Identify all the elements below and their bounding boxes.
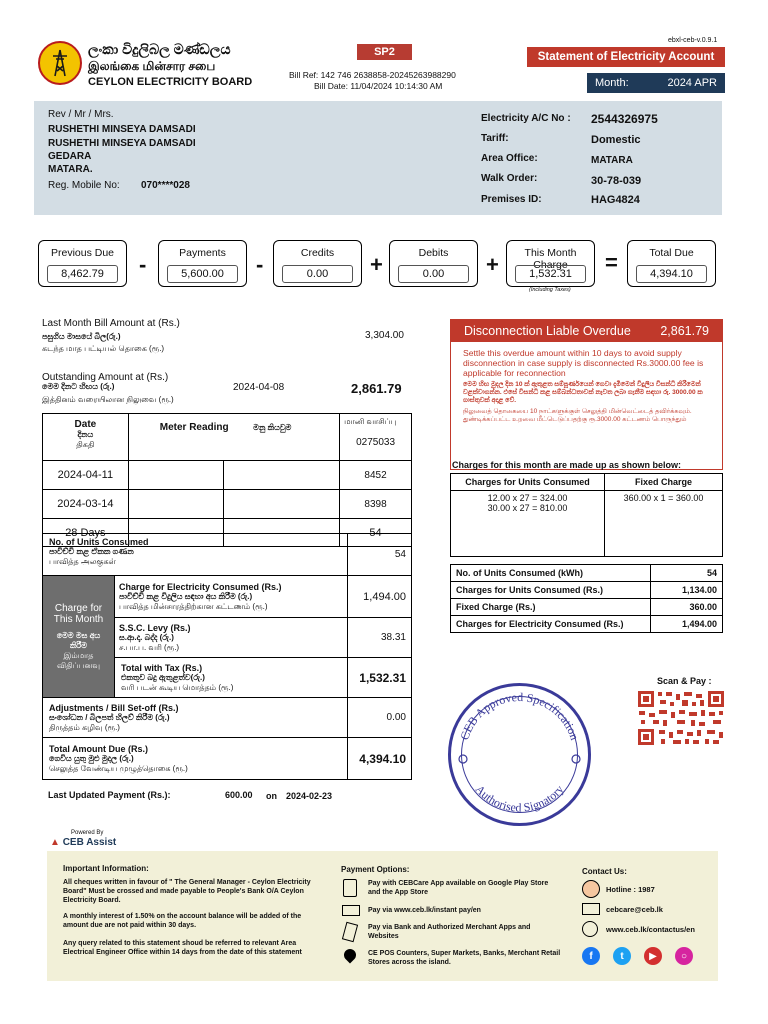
summary-value-2: 1,134.00 bbox=[651, 582, 723, 599]
area-value: MATARA bbox=[591, 155, 633, 166]
svg-text:CEB Approved Specification bbox=[457, 690, 582, 742]
org-name-sinhala: ලංකා විදුලිබල මණ්ඩලය bbox=[88, 41, 231, 57]
walk-label: Walk Order: bbox=[481, 173, 538, 184]
disconnection-text bbox=[451, 342, 722, 430]
mobile-value: 070****028 bbox=[141, 180, 190, 191]
fixed-line: 360.00 x 1 = 360.00 bbox=[623, 493, 704, 503]
mobile-label: Reg. Mobile No: bbox=[48, 180, 120, 191]
payments-box bbox=[158, 240, 247, 287]
unit-line-2: 30.00 x 27 = 810.00 bbox=[487, 503, 568, 513]
walk-value: 30-78-039 bbox=[591, 175, 642, 187]
outstanding-value: 2,861.79 bbox=[351, 381, 402, 396]
empty-cell bbox=[128, 490, 224, 519]
pylon-icon bbox=[44, 47, 76, 79]
stamp-text bbox=[448, 683, 591, 826]
web-pay-icon bbox=[342, 905, 360, 916]
payment-4: CE POS Counters, Super Markets, Banks, Merchant Retail Stores across the island. bbox=[368, 950, 561, 966]
stamp-bottom-text: Authorised Signatory bbox=[472, 782, 567, 815]
units-col-header: Charges for Units Consumed bbox=[451, 474, 605, 491]
area-label: Area Office: bbox=[481, 153, 538, 164]
disconnection-text-ta: நிலுவைத் தொகையை 10 நாட்களுக்குள் செலுத்தி மின்வெட்டைத் தவிர்க்கவும். துண்டிக்கப்பட்ட உறவை மீட்டெடுப்பதற்கு ரூ.3000.00 கட்டணம் பொருந்தும் bbox=[463, 408, 692, 423]
important-2: A monthly interest of 1.50% on the account balance will be added of the amount due are not paid within 30 days. bbox=[63, 913, 302, 929]
ssc-label-si: ස.ආ.දා. බද්ද (රු.) bbox=[119, 632, 174, 642]
disconnection-amount: 2,861.79 bbox=[660, 324, 709, 338]
side-en-1: Charge for bbox=[54, 602, 103, 614]
summary-value-4: 1,494.00 bbox=[651, 616, 723, 633]
consumed-label-si: පාවිච්චි කළ විදුලිය සඳහා අය කිරීම (රු.) bbox=[119, 591, 253, 601]
side-si-2: කිරීම bbox=[69, 640, 88, 650]
credits-value: 0.00 bbox=[282, 265, 353, 283]
svg-text:Authorised Signatory bbox=[473, 782, 567, 814]
total-value: 4,394.10 bbox=[348, 738, 412, 780]
empty-cell bbox=[224, 461, 340, 490]
side-en-2: This Month bbox=[53, 613, 104, 625]
payment-title: Payment Options: bbox=[341, 865, 410, 874]
adjust-label-en: Adjustments / Bill Set-off (Rs.) bbox=[49, 702, 179, 713]
date-header-ta: திகதி bbox=[76, 440, 95, 449]
previous-due-label: Previous Due bbox=[50, 247, 115, 259]
hotline[interactable]: Hotline : 1987 bbox=[606, 885, 655, 894]
instagram-icon[interactable]: ○ bbox=[675, 947, 693, 965]
charges-table bbox=[42, 533, 412, 780]
this-month-box bbox=[506, 240, 595, 287]
total-cell bbox=[43, 738, 348, 780]
meter-date-header bbox=[43, 414, 129, 461]
units-label-ta: பாவித்த அலகுகள் bbox=[49, 557, 116, 566]
account-value: 2544326975 bbox=[591, 112, 658, 126]
reading-date-2: 2024-03-14 bbox=[43, 490, 129, 519]
website[interactable]: www.ceb.lk/contactus/en bbox=[606, 925, 695, 934]
ssc-cell bbox=[115, 618, 348, 658]
total-due-label: Total Due bbox=[649, 247, 694, 259]
meter-number: 0275033 bbox=[356, 437, 396, 448]
summary-label-2: Charges for Units Consumed (Rs.) bbox=[451, 582, 651, 599]
days-label: 28 Days bbox=[43, 519, 129, 547]
days-units: 54 bbox=[340, 519, 412, 547]
consumed-cell bbox=[115, 576, 348, 618]
approval-stamp bbox=[448, 683, 591, 826]
customer-name-2: RUSHETHI MINSEYA DAMSADI bbox=[48, 138, 196, 149]
unit-line-1: 12.00 x 27 = 324.00 bbox=[487, 493, 568, 503]
ceb-assist-brand bbox=[50, 837, 116, 848]
fixed-col-header: Fixed Charge bbox=[605, 474, 723, 491]
last-payment-on: on bbox=[266, 791, 277, 801]
units-label-si: පාවිච්චි කළ ඒකක ගණන bbox=[49, 547, 134, 556]
scan-pay-label: Scan & Pay : bbox=[657, 676, 712, 686]
ssc-label-en: S.S.C. Levy (Rs.) bbox=[119, 622, 191, 633]
tariff-value: Domestic bbox=[591, 134, 641, 146]
summary-label-1: No. of Units Consumed (kWh) bbox=[451, 565, 651, 582]
disconnection-text-si: මෙම හිඟ මුදල දින 10 ක් ඇතුළත සම්පූර්ණයෙන් ගෙවා දැමීමෙන් විදුලිය විසන්ධි කිරීමෙන් වළක්වාගන්න. එසේ විසන්ධි කළ සම්බන්ධතාවක් නැවත ලබා ගැනීම සඳහා රු. 3000.00 ක ගාස්තුවක් අදාළ වේ. bbox=[463, 381, 703, 404]
ceb-logo bbox=[38, 41, 82, 85]
reading-value-1: 8452 bbox=[340, 461, 412, 490]
units-col-body bbox=[451, 491, 605, 557]
meter-reading-header bbox=[128, 414, 339, 461]
adjust-cell bbox=[43, 698, 348, 738]
tax-label-si: එකතුව බදු ඇතුළත්ව(රු.) bbox=[121, 672, 205, 682]
adjust-label-si: සංශෝධන / බිලපත් හිලව් කිරීම (රු.) bbox=[49, 712, 170, 722]
bill-code-badge: SP2 bbox=[357, 44, 412, 60]
important-3: Any query related to this statement shoud be referred to relevant Area Electrical Engineer Office within 14 days from the date of this statement bbox=[63, 940, 302, 956]
ssc-value: 38.31 bbox=[348, 618, 412, 658]
disconnection-text-en: Settle this overdue amount within 10 days to avoid supply disconnection in case supply is disconnected Rs.3000.00 fee is applicable for reconnection bbox=[463, 348, 704, 378]
last-payment-label: Last Updated Payment (Rs.): bbox=[48, 790, 171, 800]
meter-no-header bbox=[340, 414, 412, 461]
consumed-value: 1,494.00 bbox=[348, 576, 412, 618]
payment-2[interactable]: Pay via www.ceb.lk/instant pay/en bbox=[368, 907, 481, 914]
this-month-label: This Month Charge bbox=[524, 247, 577, 271]
statement-title: Statement of Electricity Account bbox=[527, 47, 725, 67]
tariff-label: Tariff: bbox=[481, 133, 509, 144]
contact-title: Contact Us: bbox=[582, 867, 627, 876]
side-si-1: මෙම මස අය bbox=[56, 630, 101, 640]
reading-date-1: 2024-04-11 bbox=[43, 461, 129, 490]
fixed-col-body bbox=[605, 491, 723, 557]
outstanding-label-ta: இத்தினம் வரையிலான நிலுவை (ரூ.) bbox=[42, 395, 174, 404]
outstanding-label-si: මෙම දිනට හිඟය (රු.) bbox=[42, 382, 115, 391]
total-label-si: ගෙවිය යුතු මුළු මුදල (රු.) bbox=[49, 753, 134, 763]
debits-box bbox=[389, 240, 478, 287]
payment-1[interactable]: Pay with CEBCare App available on Google Play Store and the App Store bbox=[368, 880, 549, 896]
plus-operator-2: + bbox=[486, 252, 499, 277]
account-label: Electricity A/C No : bbox=[481, 113, 571, 124]
qr-code-icon[interactable] bbox=[637, 690, 725, 746]
important-title: Important Information: bbox=[63, 864, 149, 873]
address-line-2: MATARA. bbox=[48, 164, 93, 175]
tax-label-ta: வரி படன் கூடிய மொத்தம் (ரூ.) bbox=[121, 682, 234, 692]
summary-label-4: Charges for Electricity Consumed (Rs.) bbox=[451, 616, 651, 633]
mobile-app-icon bbox=[343, 879, 357, 897]
twitter-icon[interactable]: t bbox=[613, 947, 631, 965]
outstanding-date: 2024-04-08 bbox=[233, 382, 285, 393]
bill-date: Bill Date: 11/04/2024 10:14:30 AM bbox=[314, 81, 443, 91]
total-label-en: Total Amount Due (Rs.) bbox=[49, 743, 148, 754]
reading-header-ta: மானி வாசிப்பு bbox=[344, 417, 397, 426]
charge-side-label bbox=[43, 576, 115, 698]
credits-label: Credits bbox=[300, 247, 335, 259]
total-due-value: 4,394.10 bbox=[636, 265, 707, 283]
payments-label: Payments bbox=[179, 247, 226, 259]
facebook-icon[interactable]: f bbox=[582, 947, 600, 965]
reading-header-si: මනු කියවුම bbox=[253, 423, 292, 432]
tax-value: 1,532.31 bbox=[348, 658, 412, 698]
last-month-label-ta: கடந்த மாத பட்டியல் தொகை (ரூ.) bbox=[42, 344, 165, 353]
minus-operator: - bbox=[139, 252, 147, 277]
premises-label: Premises ID: bbox=[481, 194, 542, 205]
this-month-value: 1,532.31 bbox=[515, 265, 586, 283]
empty-cell bbox=[224, 490, 340, 519]
org-name-tamil: இலங்கை மின்சார சபை bbox=[88, 59, 216, 73]
salutation: Rev / Mr / Mrs. bbox=[48, 109, 114, 120]
date-header-en: Date bbox=[74, 419, 97, 430]
units-consumed-cell bbox=[43, 534, 348, 576]
total-label-ta: செலுத்த வேண்டிய முழுத்தொகை (ரூ.) bbox=[49, 763, 188, 773]
adjust-value: 0.00 bbox=[348, 698, 412, 738]
side-ta-1: இம்மாத bbox=[63, 650, 94, 660]
tax-label-en: Total with Tax (Rs.) bbox=[121, 662, 203, 673]
reading-header-en: Meter Reading bbox=[159, 422, 229, 433]
outstanding-label-en: Outstanding Amount at (Rs.) bbox=[42, 372, 169, 383]
debits-value: 0.00 bbox=[398, 265, 469, 283]
social-icons bbox=[582, 947, 693, 965]
disconnection-title: Disconnection Liable Overdue bbox=[464, 324, 631, 338]
previous-due-value: 8,462.79 bbox=[47, 265, 118, 283]
consumed-label-ta: பாவித்த மின்சாரத்திற்கான கட்டணம் (ரூ.) bbox=[119, 601, 268, 611]
summary-value-1: 54 bbox=[651, 565, 723, 582]
including-taxes-note: (Including Taxes) bbox=[529, 287, 571, 293]
units-value: 54 bbox=[348, 534, 412, 576]
stamp-top-text: CEB Approved Specification bbox=[457, 689, 582, 742]
bill-ref: Bill Ref: 142 746 2638858-20245263988290 bbox=[289, 70, 456, 80]
powered-by-label: Powered By bbox=[71, 830, 104, 836]
globe-icon bbox=[582, 921, 598, 937]
previous-due-box bbox=[38, 240, 127, 287]
hotline-agent-icon bbox=[582, 880, 600, 898]
payments-value: 5,600.00 bbox=[167, 265, 238, 283]
disconnection-header bbox=[451, 320, 722, 342]
plus-operator: + bbox=[370, 252, 383, 277]
equals-operator: = bbox=[605, 250, 618, 275]
ssc-label-ta: ச.பா.ப. வரி (ரூ.) bbox=[119, 642, 180, 652]
address-line-1: GEDARA bbox=[48, 151, 92, 162]
summary-label-3: Fixed Charge (Rs.) bbox=[451, 599, 651, 616]
tax-cell bbox=[115, 658, 348, 698]
premises-value: HAG4824 bbox=[591, 194, 640, 206]
month-bar bbox=[587, 73, 725, 93]
last-month-label-si: පසුගිය මාසයේ බිල(රු.) bbox=[42, 332, 121, 341]
breakdown-table bbox=[450, 473, 723, 557]
last-payment-date: 2024-02-23 bbox=[286, 791, 333, 801]
last-month-value: 3,304.00 bbox=[365, 330, 404, 341]
last-payment-amount: 600.00 bbox=[225, 790, 253, 800]
breakdown-summary-table bbox=[450, 564, 723, 633]
email-icon bbox=[582, 903, 600, 915]
meter-reading-table bbox=[42, 413, 412, 547]
breakdown-heading: Charges for this month are made up as shown below: bbox=[452, 460, 682, 470]
youtube-icon[interactable]: ▶ bbox=[644, 947, 662, 965]
empty-cell bbox=[128, 461, 224, 490]
side-ta-2: விதிப்பனவு bbox=[57, 660, 100, 670]
date-header-si: දිනය bbox=[77, 430, 94, 439]
summary-value-3: 360.00 bbox=[651, 599, 723, 616]
customer-name-1: RUSHETHI MINSEYA DAMSADI bbox=[48, 124, 196, 135]
units-label-en: No. of Units Consumed bbox=[49, 537, 149, 547]
important-1: All cheques written in favour of " The General Manager - Ceylon Electricity Board" Must be crossed and made payable to People's Bank O/A Ceylon Electricity Board. bbox=[63, 879, 311, 904]
adjust-label-ta: திருத்தம் கழிவு (ரூ.) bbox=[49, 722, 120, 732]
credits-box bbox=[273, 240, 362, 287]
ceb-assist-logo-icon: ▲ bbox=[50, 837, 60, 848]
minus-operator-2: - bbox=[256, 252, 264, 277]
org-name-english: CEYLON ELECTRICITY BOARD bbox=[88, 76, 253, 88]
version-label: ebxl-ceb-v.0.9.1 bbox=[668, 37, 718, 44]
payment-3[interactable]: Pay via Bank and Authorized Merchant Apps and Websites bbox=[368, 924, 531, 940]
month-value: 2024 APR bbox=[667, 77, 717, 89]
ceb-assist-text: CEB Assist bbox=[62, 837, 117, 848]
last-month-label-en: Last Month Bill Amount at (Rs.) bbox=[42, 318, 180, 329]
email[interactable]: cebcare@ceb.lk bbox=[606, 905, 663, 914]
month-label: Month: bbox=[595, 77, 629, 89]
disconnection-box bbox=[450, 319, 723, 470]
total-due-box bbox=[627, 240, 716, 287]
reading-value-2: 8398 bbox=[340, 490, 412, 519]
debits-label: Debits bbox=[418, 247, 449, 259]
consumed-label-en: Charge for Electricity Consumed (Rs.) bbox=[119, 581, 282, 592]
